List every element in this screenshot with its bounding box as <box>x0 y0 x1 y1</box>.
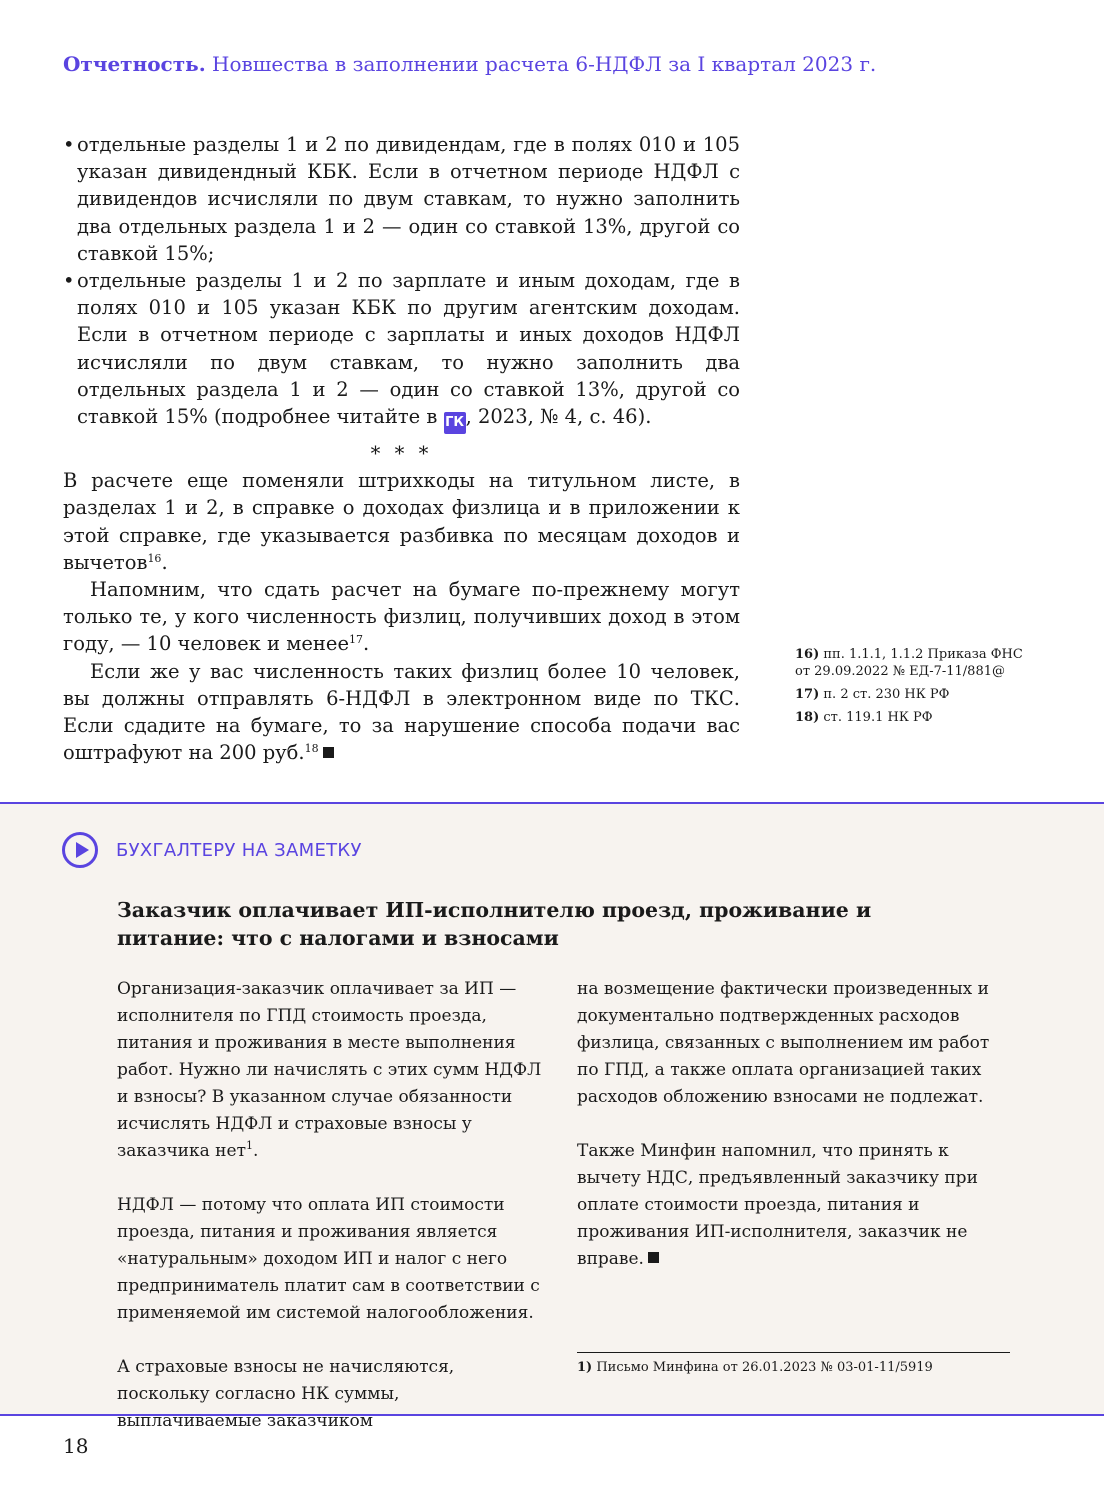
paragraph: Если же у вас численность таких физлиц более 10 человек, вы должны отправлять 6-НДФЛ в электронном виде по ТКС. Если сдадите на бумаге, то за нарушение способа подачи вас оштрафуют на 200 руб.$^{18}$ <box>63 659 740 765</box>
box-column-left <box>117 976 547 1462</box>
box-title: Заказчик оплачивает ИП-исполнителю проезд, проживание и питание: что с налогами и взносами <box>117 898 872 950</box>
footnote: 18) ст. 119.1 НК РФ <box>795 710 933 725</box>
accountant-note-box <box>0 802 1104 1431</box>
footnote-ref[interactable]: 1 <box>245 1139 253 1152</box>
bullet-list <box>63 131 740 434</box>
footnote-ref[interactable]: 18 <box>304 742 319 756</box>
box-label: БУХГАЛТЕРУ НА ЗАМЕТКУ <box>116 839 362 861</box>
box-column-right <box>577 976 997 1300</box>
running-header <box>63 52 876 76</box>
box-header <box>62 832 362 868</box>
paragraph: Напомним, что сдать расчет на бумаге по-прежнему могут только те, у кого численность физлиц, получивших доход в этом году, — 10 человек и менее$^{17}$. <box>63 578 740 656</box>
play-icon <box>62 832 98 868</box>
footnote: 16) пп. 1.1.1, 1.1.2 Приказа ФНС от 29.09.2022 № ЕД-7-11/881@ <box>795 647 1023 679</box>
end-mark-icon <box>648 1252 659 1263</box>
paragraph: НДФЛ — потому что оплата ИП стоимости проезда, питания и проживания является «натуральным» доходом ИП и налог с него предприниматель платит сам в соответствии с применяемой им системой налогообложения. <box>117 1195 540 1323</box>
footnote-divider <box>577 1352 1010 1353</box>
paragraph: Организация-заказчик оплачивает за ИП — исполнителя по ГПД стоимость проезда, питания и проживания в месте выполнения работ. Нужно ли начислять с этих сумм НДФЛ и взносы? В указанном случае обязанности исчислять НДФЛ и страховые взносы у заказчика нет$^1$. <box>117 979 542 1161</box>
margin-footnotes <box>795 646 1025 732</box>
page-number: 18 <box>63 1434 89 1458</box>
header-section: Отчетность. <box>63 52 206 76</box>
gk-logo-icon[interactable]: ГК <box>444 412 466 434</box>
main-text <box>63 131 740 766</box>
paragraph: В расчете еще поменяли штрихкоды на титульном листе, в разделах 1 и 2, в справке о доходах физлица и в приложении к этой справке, где указывается разбивка по месяцам доходов и вычетов$^{16}$. <box>63 469 740 574</box>
end-mark-icon <box>323 747 334 758</box>
section-separator: * * * <box>370 442 433 466</box>
footnote: 17) п. 2 ст. 230 НК РФ <box>795 687 950 702</box>
footnote-ref[interactable]: 17 <box>349 633 363 647</box>
paragraph: А страховые взносы не начисляются, поскольку согласно НК суммы, выплачиваемые заказчиком <box>117 1357 455 1431</box>
header-title: Новшества в заполнении расчета 6-НДФЛ за I квартал 2023 г. <box>212 52 877 76</box>
box-footnote: 1) Письмо Минфина от 26.01.2023 № 03-01-11/5919 <box>577 1360 933 1375</box>
list-item: • отдельные разделы 1 и 2 по дивидендам, где в полях 010 и 105 указан дивидендный КБК. Если в отчетном периоде НДФЛ с дивидендов исчисляли по двум ставкам, то нужно заполнить два отдельных раздела 1 и 2 — один со ставкой 13%, другой со ставкой 15%; <box>63 131 740 267</box>
paragraph: на возмещение фактически произведенных и документально подтвержденных расходов физлица, связанных с выполнением им работ по ГПД, а также оплата организацией таких расходов обложению взносами не подлежат. <box>577 979 990 1107</box>
list-item: • отдельные разделы 1 и 2 по зарплате и иным доходам, где в полях 010 и 105 указан КБК по другим агентским доходам. Если в отчетном периоде с зарплаты и иных доходов НДФЛ исчисляли по двум ставкам, то нужно заполнить два отдельных раздела 1 и 2 — один со ставкой 13%, другой со ставкой 15% (подробнее читайте в ГК, 2023, № 4, с. 46). <box>63 267 740 434</box>
footnote-ref[interactable]: 16 <box>147 551 162 565</box>
paragraph: Также Минфин напомнил, что принять к вычету НДС, предъявленный заказчику при оплате стоимости проезда, питания и проживания ИП-исполнителя, заказчик не вправе. <box>577 1141 978 1269</box>
